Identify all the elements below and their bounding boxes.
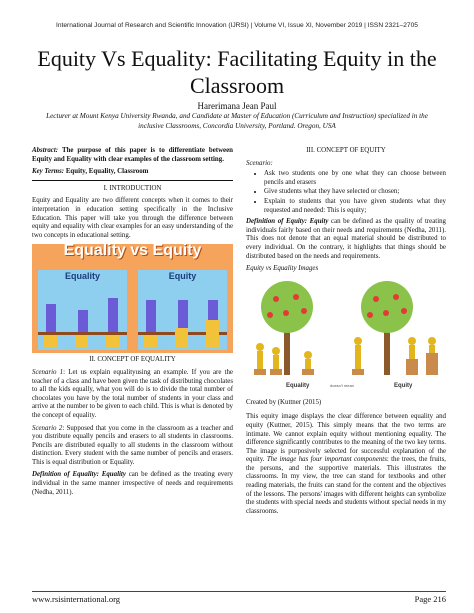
- key-terms-label: Key Terms:: [32, 168, 65, 176]
- scenario-1-text: : Let us explain equalityusing an example. If you are the teacher of a class and have been given the task of distributing chocolates to all the kids equally, what you will do is to divide the total number of chocolates you have by the total number of students in your class and arrive at the number to be given to each child. This is what is denoted by the concept of equality.: [32, 368, 233, 419]
- definition-equity-paragraph: [246, 218, 446, 261]
- scenario-2-text: : Supposed that you come in the classroom as a teacher and you distribute equally pencils and erasers to all students in classrooms. Pencils are distributed equally to all students in the classroom without distinction. Every student with the same number of pencils and erasers. This is equal distribution or Equality.: [32, 424, 233, 466]
- list-item: • Explain to students that you have given students what they requested and needed: This is equity;: [264, 198, 446, 215]
- list-item: • Ask two students one by one what they can choose between pencils and erasers: [264, 170, 446, 187]
- trees-illustration: [246, 277, 446, 397]
- journal-header: International Journal of Research and Scientific Innovation (IJRSI) | Volume VI, Issue XI, November 2019 | ISSN 2321–2705: [56, 22, 418, 29]
- scenario-2-paragraph: [32, 425, 233, 468]
- equality-panel: [38, 270, 127, 350]
- key-terms: [32, 168, 233, 177]
- scenario-label: Scenario:: [246, 159, 273, 167]
- equality-illustration: [38, 270, 127, 350]
- equity-vs-equality-trees-figure: [246, 277, 446, 397]
- right-column: [246, 147, 446, 520]
- left-column: [32, 147, 233, 501]
- definition-equity-text: can be defined as the quality of treating individuals fairly based on their needs and requirements (Nedha, 2011). This does not denote that an equal material should be distributed to every individual. On the contrary, it highlights that things should be distributed based on the needs and requirements.: [246, 218, 446, 260]
- definition-equality-label: Definition of Equality: Equality: [32, 471, 126, 479]
- section-heading-concept-of-equity: III. CONCEPT OF EQUITY: [306, 147, 386, 154]
- equity-panel-label: Equity: [168, 271, 197, 282]
- tree-label-middle: doesn't mean: [330, 382, 354, 388]
- scenario-bullet-list: [246, 170, 446, 215]
- scenario-2-label: Scenario 2: [32, 424, 63, 432]
- section-heading-concept-of-equality: II. CONCEPT OF EQUALITY: [89, 356, 176, 364]
- author-name: Harerimana Jean Paul: [197, 101, 277, 111]
- abstract-text: The purpose of this paper is to differentiate between Equity and Equality with clear examples of the classroom setting.: [32, 147, 233, 163]
- scenario-1-label: Scenario 1: [32, 368, 64, 376]
- body-paragraph: [246, 413, 446, 516]
- scenario-1-paragraph: [32, 369, 233, 421]
- key-terms-text: Equity, Equality, Classroom: [65, 168, 149, 176]
- footer-url: www.rsisinternational.org: [32, 594, 121, 604]
- tree-label-equality: Equality: [286, 382, 310, 389]
- equality-vs-equity-figure: [32, 244, 233, 353]
- footer-page-number: Page 216: [414, 594, 446, 604]
- body-text-part-3: : the trees, the fruits, the persons, and the supportive materials. This illustrates the classrooms. In my view, the tree can stand for textbooks and other reading materials, the fruits can stand for the content and the objectives of the lessons. The persons' images with different heights can symbolize the students with special needs and students without special needs in my classrooms.: [246, 456, 446, 515]
- equality-panel-label: Equality: [64, 271, 100, 282]
- figure-title: Equality vs Equity: [63, 242, 202, 260]
- body-text-emphasis: The image has four important components: [266, 456, 387, 464]
- equity-illustration: [138, 270, 227, 350]
- equity-panel: [138, 270, 227, 350]
- tree-label-equity: Equity: [394, 382, 413, 389]
- paper-title: Equity Vs Equality: Facilitating Equity in the Classroom: [37, 46, 437, 98]
- abstract: [32, 147, 233, 164]
- figure-credit: Created by (Kuttner (2015): [246, 398, 322, 406]
- abstract-label: Abstract:: [32, 147, 59, 154]
- list-item: • Give students what they have selected or chosen;: [264, 188, 446, 197]
- images-caption-label: Equity vs Equality Images: [246, 265, 319, 273]
- footer-divider: [32, 591, 446, 592]
- intro-paragraph: Equity and Equality are two different concepts when it comes to their interpretation in education setting specifically in the Inclusive Education. This paper will take you through the difference between equity and equality with clear examples for an easy understanding of the two concepts in educational setting.: [32, 197, 233, 239]
- definition-equity-label: Definition of Equity: Equity: [246, 218, 329, 226]
- body-text-part-1: This equity image displays the clear difference between equality and equity (Kuttner, 2015). This simply means that the two terms are intimate. We cannot explain equity without mentioning equality. The difference significantly contributes to the meaning of the two key terms. The image is purposively selected for successful explanation of the equity.: [246, 413, 446, 464]
- section-heading-introduction: I. INTRODUCTION: [103, 184, 162, 192]
- abstract-divider: [32, 180, 233, 181]
- author-affiliation: Lecturer at Mount Kenya University Rwanda, and Candidate at Master of Education (Curriculum and Instruction) specialized in the inclusive Classrooms, Concordia University, Portland. Oregon, USA: [46, 112, 428, 130]
- definition-equality-text: can be defined as the treating every individual in the same manner irrespective of needs and requirements (Nedha, 2011).: [32, 471, 233, 496]
- definition-equality-paragraph: [32, 471, 233, 497]
